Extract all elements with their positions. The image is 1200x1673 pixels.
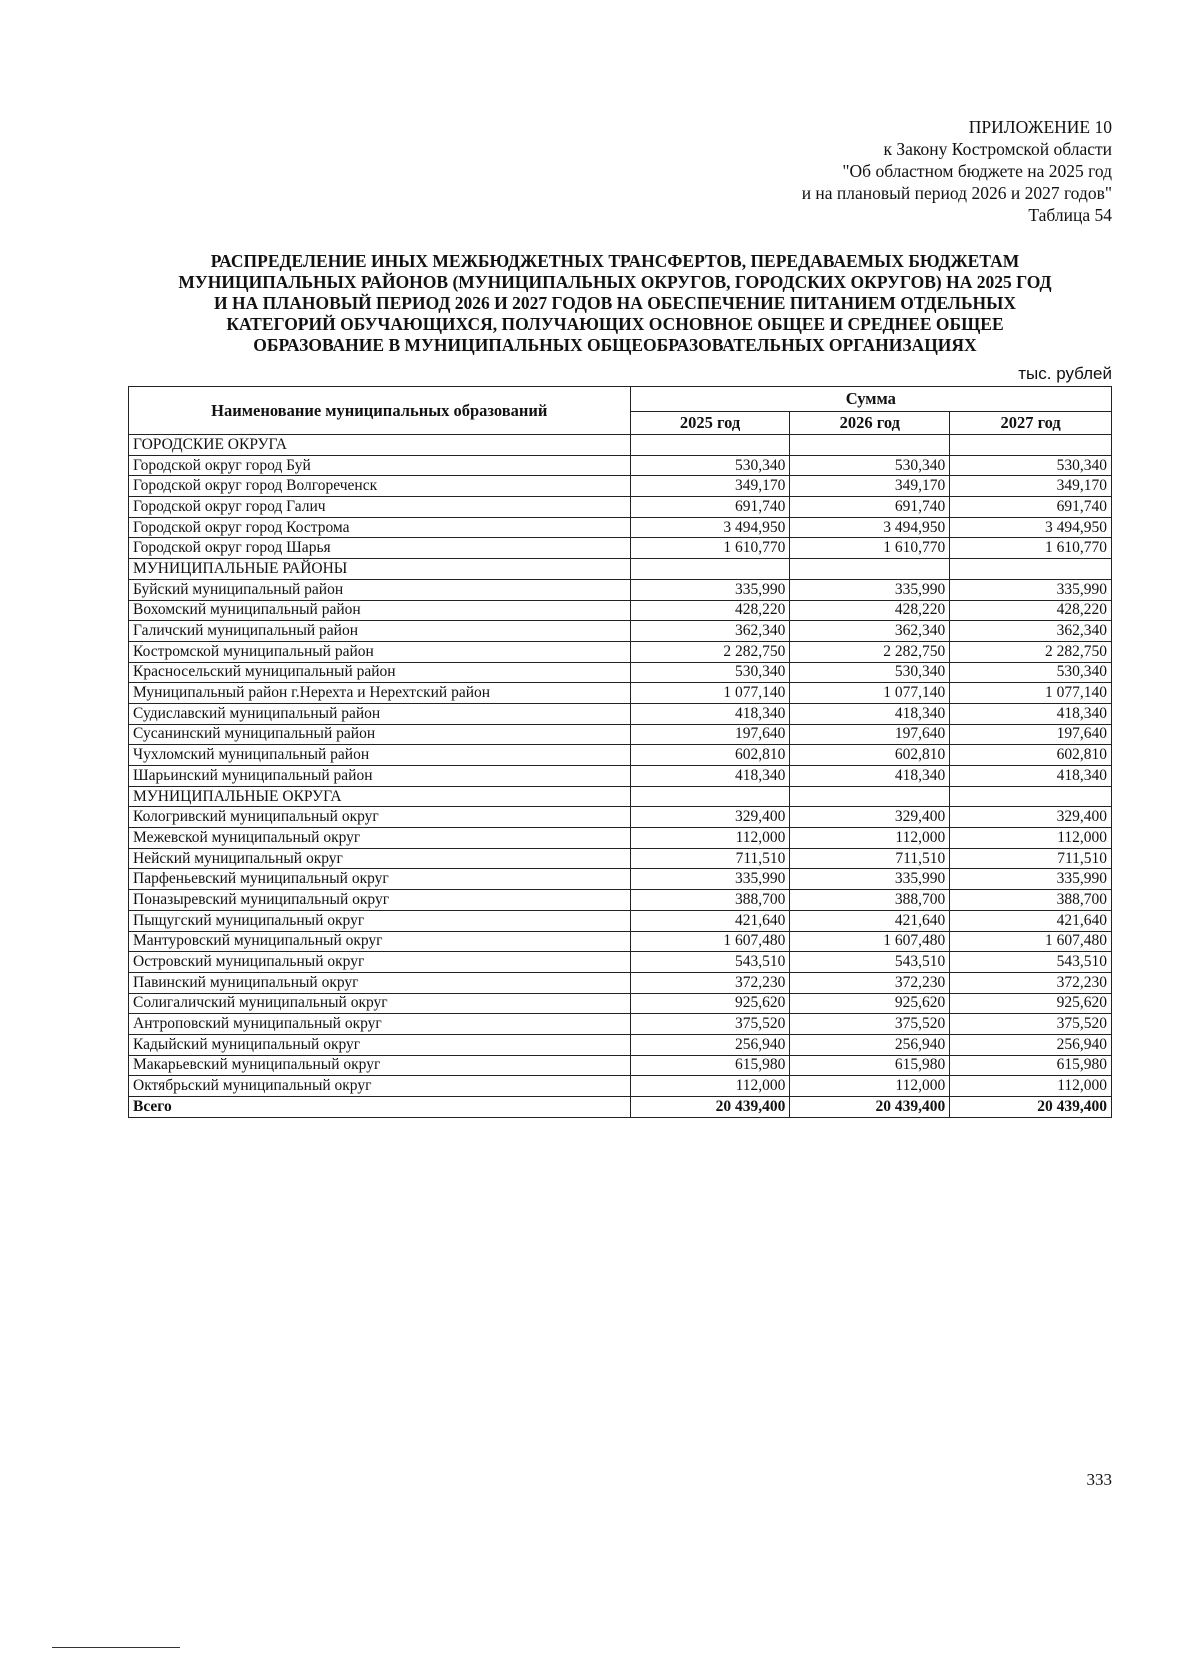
row-value-2027: 711,510 bbox=[950, 848, 1112, 869]
table-row bbox=[129, 931, 1112, 952]
row-value-2027: 418,340 bbox=[950, 703, 1112, 724]
row-value-2025: 112,000 bbox=[630, 1076, 790, 1097]
row-value-2025: 1 077,140 bbox=[630, 683, 790, 704]
row-value-2025 bbox=[630, 559, 790, 580]
row-value-2025: 375,520 bbox=[630, 1014, 790, 1035]
row-value-2027: 256,940 bbox=[950, 1034, 1112, 1055]
row-name: Парфеньевский муниципальный округ bbox=[129, 869, 631, 890]
row-value-2026: 112,000 bbox=[790, 828, 950, 849]
row-value-2026: 329,400 bbox=[790, 807, 950, 828]
row-name: Кадыйский муниципальный округ bbox=[129, 1034, 631, 1055]
header-sum: Сумма bbox=[630, 387, 1111, 412]
row-value-2026: 428,220 bbox=[790, 600, 950, 621]
table-row bbox=[129, 476, 1112, 497]
row-value-2025: 421,640 bbox=[630, 910, 790, 931]
table-row bbox=[129, 559, 1112, 580]
table-number: Таблица 54 bbox=[1028, 205, 1112, 225]
row-value-2025: 543,510 bbox=[630, 952, 790, 973]
table-row bbox=[129, 497, 1112, 518]
appendix-law-title-2: и на плановый период 2026 и 2027 годов" bbox=[801, 183, 1112, 203]
row-value-2026: 1 607,480 bbox=[790, 931, 950, 952]
row-value-2026: 362,340 bbox=[790, 621, 950, 642]
table-row bbox=[129, 724, 1112, 745]
row-value-2026: 197,640 bbox=[790, 724, 950, 745]
row-value-2027: 362,340 bbox=[950, 621, 1112, 642]
row-name: Городской округ город Кострома bbox=[129, 517, 631, 538]
row-name: Галичский муниципальный район bbox=[129, 621, 631, 642]
title-line-5: ОБРАЗОВАНИЕ В МУНИЦИПАЛЬНЫХ ОБЩЕОБРАЗОВАТЕЛЬНЫХ ОРГАНИЗАЦИЯХ bbox=[253, 335, 977, 355]
row-value-2025 bbox=[630, 786, 790, 807]
row-value-2027: 543,510 bbox=[950, 952, 1112, 973]
row-value-2026: 3 494,950 bbox=[790, 517, 950, 538]
row-value-2026: 388,700 bbox=[790, 890, 950, 911]
page-number: 333 bbox=[1086, 1470, 1112, 1489]
row-value-2025: 418,340 bbox=[630, 703, 790, 724]
row-value-2027: 335,990 bbox=[950, 579, 1112, 600]
table-row bbox=[129, 662, 1112, 683]
row-value-2027 bbox=[950, 435, 1112, 456]
title-line-1: РАСПРЕДЕЛЕНИЕ ИНЫХ МЕЖБЮДЖЕТНЫХ ТРАНСФЕРТОВ, ПЕРЕДАВАЕМЫХ БЮДЖЕТАМ bbox=[210, 251, 1020, 271]
row-value-2027: 1 077,140 bbox=[950, 683, 1112, 704]
row-value-2026: 418,340 bbox=[790, 766, 950, 787]
table-row bbox=[129, 786, 1112, 807]
total-label: Всего bbox=[129, 1097, 631, 1118]
row-value-2025: 197,640 bbox=[630, 724, 790, 745]
row-name: Мантуровский муниципальный округ bbox=[129, 931, 631, 952]
row-value-2025: 428,220 bbox=[630, 600, 790, 621]
row-value-2026 bbox=[790, 786, 950, 807]
row-value-2026: 1 610,770 bbox=[790, 538, 950, 559]
row-value-2025: 388,700 bbox=[630, 890, 790, 911]
row-name: МУНИЦИПАЛЬНЫЕ РАЙОНЫ bbox=[129, 559, 631, 580]
table-row bbox=[129, 745, 1112, 766]
table-row bbox=[129, 1055, 1112, 1076]
row-value-2027 bbox=[950, 786, 1112, 807]
table-row bbox=[129, 890, 1112, 911]
table-row bbox=[129, 538, 1112, 559]
row-value-2026: 543,510 bbox=[790, 952, 950, 973]
row-name: Сусанинский муниципальный район bbox=[129, 724, 631, 745]
row-value-2027: 421,640 bbox=[950, 910, 1112, 931]
row-value-2027: 530,340 bbox=[950, 455, 1112, 476]
header-year-2025: 2025 год bbox=[630, 412, 790, 435]
title-line-4: КАТЕГОРИЙ ОБУЧАЮЩИХСЯ, ПОЛУЧАЮЩИХ ОСНОВНОЕ ОБЩЕЕ И СРЕДНЕЕ ОБЩЕЕ bbox=[226, 314, 1004, 334]
header-year-2026: 2026 год bbox=[790, 412, 950, 435]
table-row bbox=[129, 579, 1112, 600]
row-value-2025: 530,340 bbox=[630, 455, 790, 476]
row-name: Павинский муниципальный округ bbox=[129, 972, 631, 993]
total-row bbox=[129, 1097, 1112, 1118]
row-value-2025: 2 282,750 bbox=[630, 641, 790, 662]
row-value-2026: 2 282,750 bbox=[790, 641, 950, 662]
row-name: Вохомский муниципальный район bbox=[129, 600, 631, 621]
appendix-law-title-1: "Об областном бюджете на 2025 год bbox=[842, 161, 1112, 181]
row-value-2027: 2 282,750 bbox=[950, 641, 1112, 662]
row-value-2026: 335,990 bbox=[790, 579, 950, 600]
row-value-2026: 602,810 bbox=[790, 745, 950, 766]
table-row bbox=[129, 910, 1112, 931]
row-value-2025: 530,340 bbox=[630, 662, 790, 683]
row-value-2027: 372,230 bbox=[950, 972, 1112, 993]
row-value-2027: 112,000 bbox=[950, 828, 1112, 849]
transfers-table bbox=[128, 386, 1112, 1118]
table-row bbox=[129, 848, 1112, 869]
row-value-2026: 372,230 bbox=[790, 972, 950, 993]
row-name: Пыщугский муниципальный округ bbox=[129, 910, 631, 931]
row-value-2025 bbox=[630, 435, 790, 456]
unit-label: тыс. рублей bbox=[1018, 364, 1112, 383]
table-row bbox=[129, 517, 1112, 538]
table-row bbox=[129, 683, 1112, 704]
row-value-2027: 197,640 bbox=[950, 724, 1112, 745]
table-row bbox=[129, 1076, 1112, 1097]
row-value-2025: 691,740 bbox=[630, 497, 790, 518]
row-value-2026: 256,940 bbox=[790, 1034, 950, 1055]
row-value-2026: 421,640 bbox=[790, 910, 950, 931]
row-name: Октябрьский муниципальный округ bbox=[129, 1076, 631, 1097]
row-name: Нейский муниципальный округ bbox=[129, 848, 631, 869]
header-year-2027: 2027 год bbox=[950, 412, 1112, 435]
table-row bbox=[129, 621, 1112, 642]
table-row bbox=[129, 766, 1112, 787]
table-row bbox=[129, 993, 1112, 1014]
row-value-2027: 349,170 bbox=[950, 476, 1112, 497]
row-name: Солигаличский муниципальный округ bbox=[129, 993, 631, 1014]
table-row bbox=[129, 1034, 1112, 1055]
row-name: Поназыревский муниципальный округ bbox=[129, 890, 631, 911]
row-value-2026 bbox=[790, 559, 950, 580]
table-row bbox=[129, 869, 1112, 890]
row-name: Судиславский муниципальный район bbox=[129, 703, 631, 724]
row-name: Шарьинский муниципальный район bbox=[129, 766, 631, 787]
row-name: Городской округ город Шарья bbox=[129, 538, 631, 559]
row-value-2026: 615,980 bbox=[790, 1055, 950, 1076]
row-value-2026: 925,620 bbox=[790, 993, 950, 1014]
row-value-2026: 1 077,140 bbox=[790, 683, 950, 704]
table-row bbox=[129, 600, 1112, 621]
row-value-2027: 530,340 bbox=[950, 662, 1112, 683]
total-2026: 20 439,400 bbox=[790, 1097, 950, 1118]
total-2025: 20 439,400 bbox=[630, 1097, 790, 1118]
row-value-2026: 530,340 bbox=[790, 662, 950, 683]
row-value-2027: 691,740 bbox=[950, 497, 1112, 518]
table-body bbox=[129, 435, 1112, 1097]
table-row bbox=[129, 952, 1112, 973]
row-value-2027: 418,340 bbox=[950, 766, 1112, 787]
header-name: Наименование муниципальных образований bbox=[129, 387, 631, 435]
row-name: Городской округ город Буй bbox=[129, 455, 631, 476]
row-value-2025: 3 494,950 bbox=[630, 517, 790, 538]
row-name: Межевской муниципальный округ bbox=[129, 828, 631, 849]
table-row bbox=[129, 807, 1112, 828]
row-value-2025: 711,510 bbox=[630, 848, 790, 869]
row-name: МУНИЦИПАЛЬНЫЕ ОКРУГА bbox=[129, 786, 631, 807]
row-value-2027: 3 494,950 bbox=[950, 517, 1112, 538]
row-name: ГОРОДСКИЕ ОКРУГА bbox=[129, 435, 631, 456]
row-value-2025: 329,400 bbox=[630, 807, 790, 828]
row-name: Городской округ город Галич bbox=[129, 497, 631, 518]
row-value-2025: 615,980 bbox=[630, 1055, 790, 1076]
row-value-2025: 1 610,770 bbox=[630, 538, 790, 559]
row-value-2025: 335,990 bbox=[630, 579, 790, 600]
table-row bbox=[129, 972, 1112, 993]
appendix-header bbox=[802, 116, 1112, 226]
table-row bbox=[129, 828, 1112, 849]
row-name: Костромской муниципальный район bbox=[129, 641, 631, 662]
row-value-2027: 375,520 bbox=[950, 1014, 1112, 1035]
row-value-2027: 388,700 bbox=[950, 890, 1112, 911]
row-value-2025: 372,230 bbox=[630, 972, 790, 993]
row-name: Городской округ город Волгореченск bbox=[129, 476, 631, 497]
table-row bbox=[129, 703, 1112, 724]
table-row bbox=[129, 1014, 1112, 1035]
row-value-2026: 418,340 bbox=[790, 703, 950, 724]
total-2027: 20 439,400 bbox=[950, 1097, 1112, 1118]
row-value-2026: 349,170 bbox=[790, 476, 950, 497]
title-line-2: МУНИЦИПАЛЬНЫХ РАЙОНОВ (МУНИЦИПАЛЬНЫХ ОКРУГОВ, ГОРОДСКИХ ОКРУГОВ) НА 2025 ГОД bbox=[178, 272, 1052, 292]
row-value-2025: 362,340 bbox=[630, 621, 790, 642]
row-value-2026: 530,340 bbox=[790, 455, 950, 476]
document-title bbox=[120, 251, 1110, 356]
row-name: Островский муниципальный округ bbox=[129, 952, 631, 973]
row-value-2025: 349,170 bbox=[630, 476, 790, 497]
row-value-2027 bbox=[950, 559, 1112, 580]
row-name: Чухломский муниципальный район bbox=[129, 745, 631, 766]
row-value-2025: 602,810 bbox=[630, 745, 790, 766]
row-value-2027: 925,620 bbox=[950, 993, 1112, 1014]
row-name: Кологривский муниципальный округ bbox=[129, 807, 631, 828]
row-value-2025: 335,990 bbox=[630, 869, 790, 890]
row-value-2026: 335,990 bbox=[790, 869, 950, 890]
row-value-2027: 112,000 bbox=[950, 1076, 1112, 1097]
title-line-3: И НА ПЛАНОВЫЙ ПЕРИОД 2026 И 2027 ГОДОВ НА ОБЕСПЕЧЕНИЕ ПИТАНИЕМ ОТДЕЛЬНЫХ bbox=[214, 293, 1016, 313]
row-value-2025: 256,940 bbox=[630, 1034, 790, 1055]
row-value-2027: 615,980 bbox=[950, 1055, 1112, 1076]
row-value-2027: 1 610,770 bbox=[950, 538, 1112, 559]
table-row bbox=[129, 641, 1112, 662]
row-name: Антроповский муниципальный округ bbox=[129, 1014, 631, 1035]
row-value-2026: 711,510 bbox=[790, 848, 950, 869]
row-value-2025: 925,620 bbox=[630, 993, 790, 1014]
footnote-divider bbox=[52, 1647, 180, 1648]
row-name: Буйский муниципальный район bbox=[129, 579, 631, 600]
row-value-2025: 112,000 bbox=[630, 828, 790, 849]
appendix-number: ПРИЛОЖЕНИЕ 10 bbox=[968, 117, 1112, 137]
row-value-2026 bbox=[790, 435, 950, 456]
table-row bbox=[129, 435, 1112, 456]
row-name: Муниципальный район г.Нерехта и Нерехтский район bbox=[129, 683, 631, 704]
row-name: Макарьевский муниципальный округ bbox=[129, 1055, 631, 1076]
row-value-2025: 418,340 bbox=[630, 766, 790, 787]
row-name: Красносельский муниципальный район bbox=[129, 662, 631, 683]
row-value-2025: 1 607,480 bbox=[630, 931, 790, 952]
row-value-2027: 602,810 bbox=[950, 745, 1112, 766]
row-value-2027: 335,990 bbox=[950, 869, 1112, 890]
row-value-2027: 428,220 bbox=[950, 600, 1112, 621]
row-value-2027: 329,400 bbox=[950, 807, 1112, 828]
appendix-law-ref: к Закону Костромской области bbox=[883, 139, 1112, 159]
row-value-2026: 691,740 bbox=[790, 497, 950, 518]
row-value-2026: 375,520 bbox=[790, 1014, 950, 1035]
row-value-2027: 1 607,480 bbox=[950, 931, 1112, 952]
row-value-2026: 112,000 bbox=[790, 1076, 950, 1097]
table-row bbox=[129, 455, 1112, 476]
